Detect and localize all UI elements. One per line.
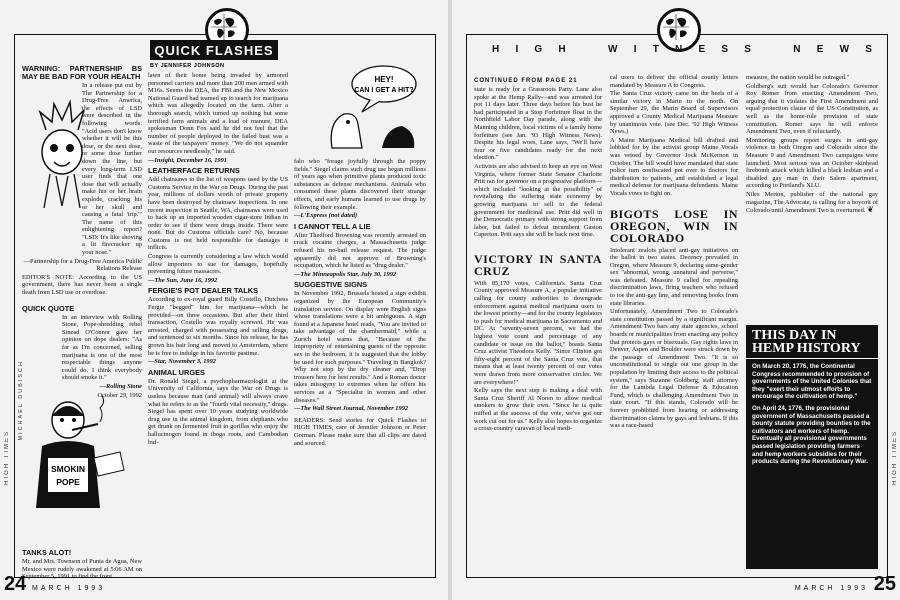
fergie-source: —Star, November 3, 1992	[148, 358, 216, 366]
section-title: QUICK FLASHES	[150, 40, 278, 60]
article-santa-cruz-text-2: Kelly says the next step is making a deal with Santa Cruz Sheriff Al Noren to allow medical smokers to grow their own. "Since he is quite miffed at the success of the vote, we've got our work cut out for us." Kelly also hopes to organize a cross-country caravan of local medi-	[474, 387, 602, 433]
tanks-source: —Insight, December 16, 1991	[148, 156, 227, 164]
article-tanks-continued: lawn of their home being invaded by armored personnel carriers and more than 200 men armed with M16s. Seems the DEA, the FBI and the New Mexico National Guard had teamed up to search for marijuana which was allegedly located on the farm. After a thorough search, which turned up nothing but some terrified farm animals and a load of manure, DEA spokesman Donn Fox said he did not feel that the number of people deployed in the failed bust was a waste of the taxpayers' money. "We do not squander our resources needlessly," he said.	[148, 72, 288, 155]
running-head-letter: E	[698, 44, 706, 55]
article-tanks-text: Mr. and Mrs. Townson of Punta de Agua, New Mexico were rudely awakened at 5:06 AM on September 5, 1991 to find the front	[22, 558, 142, 581]
article-santa-cruz-text: With 85,170 votes, California's Santa Cruz County approved Measure A, a popular initiative calling for county authorities to downgrade enforcement against medical marijuana users to the lowest priority—and for the county legislators to push for medical marijuana in Sacramento and DC. At "seventy-seven percent, we had the highest vote count and percentage of any candidate or issue on the ballot," boasts Santa Cruz activist Theodora Kelly. "Since Clinton got fifty-eight percent of the Santa Cruz vote, that means that at least twenty percent of our votes were drawn from more conservative circles. We are everywhere!"	[474, 279, 602, 386]
hemp-history-box	[746, 325, 878, 569]
pope-shirt-line2: POPE	[56, 477, 80, 487]
right-column-1	[474, 74, 602, 572]
left-page-number: 24	[4, 573, 27, 595]
running-head-letter: H	[558, 44, 566, 55]
right-page-number: 25	[873, 573, 896, 595]
left-column-1	[22, 62, 142, 581]
pope-shirt-line1: SMOKIN	[51, 464, 85, 474]
hemp-history-title: THIS DAY IN HEMP HISTORY	[746, 325, 878, 359]
article-outraged-text: measure, the nation would be outraged."	[746, 74, 850, 81]
article-fergie-text: According to ex-royal guard Billy Costello, Dutchess Fergie "begged" him for marijuana—which he provided—on three occasions. But after their third transaction, Costello was royally screwed. He was arrested, charged with possessing and selling drugs, and sentenced to six months. Since his release, he has grown his hair long and moved to Amsterdam, where he is free to indulge in his favorite pastime.	[148, 296, 288, 357]
article-advocate-text	[746, 191, 878, 215]
cannot-tell-lie-source: —The Minneapolis Star, July 30, 1992	[294, 270, 397, 278]
leatherface-source: —The Sun, June 16, 1992	[148, 276, 218, 284]
running-head-letter: G	[534, 44, 543, 55]
headline-fergie: FERGIE'S POT DEALER TALKS	[148, 286, 259, 296]
speech-line1: HEY!	[374, 75, 394, 84]
article-animal-urges-continued: falo who "forage joyfully through the poppy fields." Siegel claims such drug use began millions of years ago when primitive plants produced toxic substances as defense mechanisms. Animals who consumed these plants discovered their strange effects, and early humans learned to use drugs by following their example.	[294, 158, 426, 211]
headline-warning: WARNING: PARTNERSHIP BS MAY BE BAD FOR YOUR HEALTH	[22, 64, 142, 81]
article-suggestive-signs-text: In November 1992, Brussels hosted a sign exhibit organized by the European Community's translation service. On display were English signs whose translations were a bit ambiguous. A sign found at a Japanese hotel reads, "You are invited to take advantage of the chambermaid," while a Zurich hotel warns that, "Because of the impropriety of entertaining guests of the opposite sex in the bedroom, it is suggested that the lobby be used for such purposes." Traveling in Bangkok? Why not stop by the dry cleaner and, "Drop trousers here for best results." And a Roman doctor takes misogyny to extremes when he offers his services as a "Specialist in women and other diseases."	[294, 290, 426, 404]
headline-bigots-lose: BIGOTS LOSE IN OREGON, WIN IN COLORADO	[610, 206, 738, 245]
continued-from-label: CONTINUED FROM PAGE 21	[474, 78, 578, 84]
article-warning-source: —Partnership for a Drug-Free America Public Relations Release	[23, 257, 142, 273]
article-grassroots-text: state is ready for a Grassroots Party. Lane also spoke at the Hemp Rally—and was arrested for pot 11 days later. Three days before his bust he had participated in a Stop Forfeiture float in the Northfield Labor Day parade, along with the Manning children, local victims of a family home forfeiture (see Jan. '93 High Witness News). Despite his legal woes, Lane says, "We'll have four or five candidates ready for the next election."	[474, 86, 602, 162]
article-marin-text: The Santa Cruz victory came on the heels of a similar victory in Marin to the north. On September 29, the Marin Board of Supervisors approved a County Medical Marijuana Measure by unanimous vote. (see Dec. '92 High Witness News.)	[610, 90, 738, 136]
article-oregon-text: Intolerant zealots placed anti-gay initiatives on the ballot in two states. Decency prevailed in Oregon, where Measure 9, declaring same-gender sex "abnormal, wrong, unnatural and perverse," was defeated. Measure 9 called for repealing discrimination laws, firing teachers who refused to toe the anti-gay line, and removing books from state libraries.	[610, 246, 738, 307]
right-folio-date: MARCH 1993	[794, 585, 868, 592]
end-mark-icon: ❦	[867, 205, 874, 215]
headline-animal-urges: ANIMAL URGES	[148, 367, 205, 377]
article-cannot-tell-lie-text: After Thedford Browning was recently arrested on crack cocaine charges, a Massachusetts judge refused his no-bail release request. The judge apparently did not approve of Browning's occupation, which he listed as "drug dealer."	[294, 231, 426, 270]
left-side-label: HIGH TIMES	[4, 430, 10, 485]
quick-quote-source: —Rolling Stone	[99, 382, 142, 390]
right-column-2	[610, 74, 738, 572]
right-column-3	[746, 74, 878, 320]
running-head-letter: W	[839, 44, 850, 55]
running-head-letter: W	[608, 44, 618, 55]
running-head-letter: S	[865, 44, 872, 55]
article-maine-text: A Maine Marijuana Medical bill drafted and lobbied for by the activist group Maine Vocals was vetoed by Governor Jock McKernon in October. The bill would have mandated that state police turn confiscated pot over to doctors for distribution to patients, and established a legal medical defense for marijuana defendants. Maine Vocals vows to fight on.	[610, 136, 738, 197]
article-quick-quote-text: In an interview with Rolling Stone, Pope-shredding rebel Sinead O'Connor gave her opinion on dope dealers: "As far as I'm concerned, selling marijuana is one of the most respectable things anyone could do. I think everybody should smoke it."	[62, 313, 142, 382]
animal-cartoon-illustration	[322, 62, 422, 152]
article-warning-text: In a release put out by The Partnership for a Drug-Free America, the effects of LSD were described in the following words: "Acid users don't know whether it will be this dose, or the next dose, or some dose further down the line, but every long-term LSD user finds that one dose that will actually make his or her brain explode, cracking his or her skull and causing a fatal 'trip.'" The name of this enlightening report? "LSD: It's like shoving a lit firecracker up your nose."	[82, 82, 142, 257]
running-head-letter: E	[816, 44, 824, 55]
suggestive-signs-source: —The Wall Street Journal, November 1992	[294, 405, 409, 413]
running-head-letter: S	[721, 44, 728, 55]
readers-note: READERS: Send stories for Quick Flashes to HIGH TIMES, care of Jennifer Johnson or Peter Gorman. Please make sure that all clips are dated and sourced.	[294, 416, 426, 447]
quick-quote-date: October 29, 1992	[97, 391, 142, 399]
article-animal-urges-text: Dr. Ronald Siegel, a psychopharmacologist at the University of California, says the War on Drugs is useless because man (and animal) will always crave what he refers to as the "fourth vital necessity," drugs. Siegel has spent over 10 years studying worldwide drug use in the animal kingdom, from elephants who get drunk on fermented fruit to gorillas who enjoy the hallucinogen found in iboga roots, and Cambodian buf-	[148, 377, 288, 446]
article-leatherface-text-2: Congress is currently considering a law which would allow importers to sue for damages, hopefully preventing future massacres.	[148, 253, 288, 276]
left-column-2	[148, 72, 288, 572]
hemp-history-text-2: On April 24, 1776, the provisional government of Massachusetts passed a bounty statute providing bounties to the cultivators and workers of hemp. Eventually all provisional governments passed legislation providing farmers and hemp workers subsidies for their products during the Revolutionary War.	[752, 404, 871, 466]
left-page	[0, 0, 448, 600]
running-head-letter: N	[793, 44, 801, 55]
article-leatherface-text: Add chainsaws to the list of weapons used by the US Customs Service in the War on Drugs. During the past year, millions of dollars worth of private property have been destroyed by chainsaw inspections. In one recent inspection in Seattle, WA, chainsaws were used to hack up an imported wooden cigar-store Indian in order to see if there were drugs inside. There were none. But do Customs officials care? No, because Customs is not held responsible for damages it inflicts.	[148, 176, 288, 252]
animal-urges-source: —L'Express (not dated)	[294, 212, 358, 220]
right-page	[452, 0, 900, 600]
headline-quick-quote: QUICK QUOTE	[22, 303, 75, 313]
article-medical-users-text: cal users to deliver the official county letters mandated by Measure A to Congress.	[610, 74, 738, 89]
article-goldberg-text: Goldberg's suit would bar Colorado's Governor Roy Romer from enacting Amendment Two, arguing that it violates the First Amendment and equal protection clause of the US Constitution, as well as the home-rule provision of state constitution. Romer says he will enforce Amendment Two, even if reluctantly.	[746, 82, 878, 136]
running-head-letter: H	[492, 44, 500, 55]
left-folio-date: MARCH 1993	[32, 585, 106, 592]
headline-tanks-alot: TANKS ALOT!	[22, 548, 72, 558]
hemp-history-text-1: On March 20, 1776, the Continental Congress recommended to provision of governments of the United Colonies that they "exert their utmost efforts to encourage the cultivation of hemp."	[752, 363, 872, 401]
running-head-high-witness-news	[492, 44, 872, 55]
running-head-letter: N	[675, 44, 683, 55]
left-column-3	[294, 158, 426, 572]
headline-victory-santa-cruz: VICTORY IN SANTA CRUZ	[474, 251, 602, 278]
headline-leatherface: LEATHERFACE RETURNS	[148, 166, 240, 176]
running-head-letter: I	[515, 44, 519, 55]
headline-suggestive-signs: SUGGESTIVE SIGNS	[294, 280, 368, 290]
article-monitoring-text: Monitoring groups report surges in anti-gay violence in both Oregon and Colorado since the Measure 9 and Amendment Two campaigns were launched. Most serious was an October skinhead firebomb attack which killed a black lesbian and a disabled gay man in their Salem apartment, according to Portland's XLU.	[746, 136, 878, 190]
speech-line2: CAN I GET A HIT?	[354, 87, 414, 94]
artist-credit: MICHAEL DUBISCH	[18, 360, 24, 441]
article-west-virginia-text: Activists are also advised to keep an eye on West Virginia, where former State Senator Charlotte Pritt ran for governor on a progressive platform—which included "looking at the possibility" of revitalizing the suffering state economy by growing marijuana to sell to the federal government for medicinal use. Pritt did well in the Democratic primary with strong support from labor, but failed to defeat incumbent Gaston Caperton. Pritt says she will be back next time.	[474, 162, 602, 239]
running-head-letter: T	[652, 44, 659, 55]
headline-cannot-tell-lie: I CANNOT TELL A LIE	[294, 221, 371, 231]
running-head-letter: I	[633, 44, 637, 55]
right-side-label: HIGH TIMES	[892, 430, 898, 485]
article-colorado-text: Unfortunately, Amendment Two to Colorado's state constitution passed by a significant margin. Amendment Two bars any state agencies, school boards or municipalities from enacting any policy that protects gays or bisexuals. Gay rights laws in Denver, Aspen and Boulder were struck down by the passage of Amendment Two. "It is so unconstitutional to single out one group in the population by limiting their access to the political system," says Suzanne Goldberg, staff attorney for the Lambda Legal Defense & Education Fund, which is challenging Amendment Two in state court. "If this stands, Colorado will be forever prohibited from hearing or addressing discrimination claims by gays and lesbians. If this was a race-based	[610, 308, 738, 430]
advocate-text: Niles Merton, publisher of the national gay magazine, The Advocate, is calling for a boycott of Colorado until Amendment Two is overturned.	[746, 190, 878, 215]
byline: BY JENNIFER JOHNSON	[150, 63, 225, 69]
running-head-letter: S	[744, 44, 751, 55]
editors-note: EDITOR'S NOTE: According to the US government, there has never been a single death from LSD use or overdose.	[22, 273, 142, 297]
